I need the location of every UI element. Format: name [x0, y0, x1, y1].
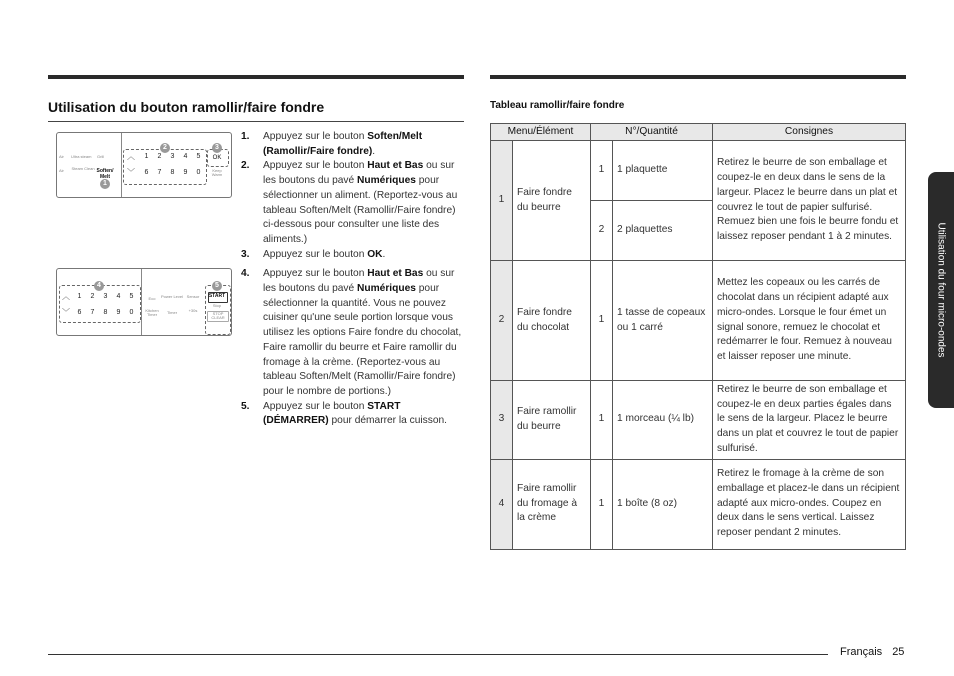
step-number: 2.	[241, 160, 250, 172]
header-menu: Menu/Élément	[491, 124, 591, 141]
qty-number: 1	[591, 381, 613, 460]
row-number: 4	[491, 459, 513, 549]
step-bold-text: START (DÉMARRER)	[263, 400, 401, 427]
digits-top-row-2	[73, 293, 138, 300]
row-instructions: Retirez le beurre de son emballage et coupez-le en deux parties égales dans le sens de la largeur. Placez le beurre dans un plat et couvrez le tout de papier sulfurisé.	[713, 381, 906, 460]
top-rule-right	[490, 75, 906, 79]
digits-bottom-row-2	[73, 309, 138, 316]
panel-label-eco: Eco	[148, 296, 156, 301]
row-instructions: Retirez le beurre de son emballage et coupez-le en deux dans le sens de la largeur. Placez le beurre dans un plat et couvrez le tout de papier sulfurisé. Remuez bien une fois le beurre fondu et laissez reposer pendant 1 à 2 minutes.	[713, 141, 906, 261]
step-text: Appuyez sur le bouton	[263, 248, 368, 260]
callout-marker-5: 5	[212, 281, 222, 291]
step-text: ou sur les boutons du pavé	[263, 268, 455, 295]
panel-divider-2	[141, 269, 142, 335]
step-bold-text: Soften/Melt (Ramollir/Faire fondre)	[263, 131, 423, 157]
qty-number: 1	[591, 261, 613, 381]
control-panel-illustration-1	[56, 132, 232, 198]
panel-label-steam-clean: Steam Clean	[71, 166, 95, 171]
panel-label-softmelt: Soften/ Melt	[96, 168, 114, 180]
panel-divider	[121, 133, 122, 197]
panel-label-air: Air	[59, 154, 64, 159]
table-row	[491, 141, 906, 201]
digits-bottom-row	[140, 169, 205, 176]
table-row	[491, 381, 906, 460]
step-bold-text: Numériques	[357, 283, 416, 295]
panel-label-grill: Grill	[97, 154, 105, 159]
step-bold-text: Haut et Bas	[367, 268, 424, 280]
step-number: 1.	[241, 131, 250, 142]
page-number: 25	[892, 646, 905, 658]
side-chapter-label: Utilisation du four micro-ondes	[935, 222, 947, 358]
digit-5: 5	[129, 293, 134, 300]
instruction-steps	[241, 130, 466, 429]
ok-label: OK	[212, 155, 222, 161]
digit-8: 8	[170, 169, 175, 176]
step-number: 4.	[241, 268, 250, 280]
up-arrow-icon-2: ︿	[62, 292, 70, 301]
qty-number: 1	[591, 459, 613, 549]
step-text: pour sélectionner un aliment. (Reportez-vous au tableau Soften/Melt (Ramollir/Faire fondre) ci-dessous pour consulter une liste des aliments.)	[263, 175, 458, 245]
panel-label-timer: Timer	[166, 310, 178, 315]
digit-3: 3	[170, 153, 175, 160]
panel-label-kitchen-timer: Kitchen Timer	[145, 308, 159, 318]
row-item: Faire fondre du chocolat	[513, 261, 591, 381]
top-rule-left	[48, 75, 464, 79]
qty-value: 1 morceau (¼ lb)	[613, 381, 713, 460]
step-bold-text: Haut et Bas	[367, 160, 424, 172]
digit-2: 2	[90, 293, 95, 300]
instruction-step	[241, 248, 466, 263]
digits-top-row	[140, 153, 205, 160]
row-number: 1	[491, 141, 513, 261]
footer-rule	[48, 654, 828, 655]
digit-1: 1	[77, 293, 82, 300]
table-title: Tableau ramollir/faire fondre	[490, 100, 625, 111]
table-row	[491, 261, 906, 381]
step-number: 5.	[241, 400, 250, 412]
footer-language: Français	[840, 646, 883, 658]
digit-1: 1	[144, 153, 149, 160]
digit-3: 3	[103, 293, 108, 300]
control-panel-illustration-2	[56, 268, 232, 336]
step-number: 3.	[241, 248, 250, 260]
step-text: Appuyez sur le bouton	[263, 160, 368, 172]
step-text: Appuyez sur le bouton	[263, 268, 368, 280]
row-number: 3	[491, 381, 513, 460]
step-text: pour sélectionner la quantité. Vous ne pouvez cuisiner qu'une seule portion lorsque vous utilisez les options Faire fondre du chocolat, Faire ramollir du beurre et Faire ramollir du fromage à la crème. (Reportez-vous au tableau Soften/Melt (Ramollir/Faire fondre) pour le nombre de portions.)	[263, 283, 462, 397]
callout-marker-4: 4	[94, 281, 104, 291]
qty-value: 1 plaquette	[613, 141, 713, 201]
digit-0: 0	[196, 169, 201, 176]
step-text: ou sur les boutons du pavé	[263, 160, 455, 187]
digit-7: 7	[90, 309, 95, 316]
instruction-step	[241, 267, 466, 399]
footer	[840, 646, 904, 658]
qty-number: 2	[591, 201, 613, 261]
digit-8: 8	[103, 309, 108, 316]
panel-label-stop: Stop	[212, 303, 222, 308]
digit-2: 2	[157, 153, 162, 160]
qty-value: 2 plaquettes	[613, 201, 713, 261]
softener-table	[490, 123, 906, 550]
table-row	[491, 459, 906, 549]
callout-marker-3: 3	[212, 143, 222, 153]
up-arrow-icon: ︿	[127, 152, 135, 161]
qty-value: 1 boîte (8 oz)	[613, 459, 713, 549]
qty-number: 1	[591, 141, 613, 201]
down-arrow-icon-2: ﹀	[62, 308, 70, 317]
panel-label-steam: Ultra steam	[71, 154, 92, 159]
step-bold-text: Numériques	[357, 175, 416, 187]
panel-label-sensor: Sensor	[186, 294, 200, 299]
step-text: Appuyez sur le bouton	[263, 131, 368, 142]
instruction-step	[241, 159, 466, 247]
step-text: Appuyez sur le bouton	[263, 400, 368, 412]
step-text: .	[382, 248, 386, 260]
instruction-step	[241, 130, 466, 159]
step-text: pour démarrer la cuisson.	[328, 415, 447, 427]
digit-7: 7	[157, 169, 162, 176]
digit-4: 4	[116, 293, 121, 300]
down-arrow-icon: ﹀	[127, 168, 135, 177]
row-instructions: Mettez les copeaux ou les carrés de chocolat dans un récipient adapté aux micro-ondes. Lorsque le four émet un signal sonore, remuez le chocolat et redémarrer le four. Remuez à nouveau et laisser reposer une minute.	[713, 261, 906, 381]
instruction-step	[241, 400, 466, 429]
panel-label-more: +30s	[188, 308, 198, 313]
step-bold-text: OK	[367, 248, 383, 260]
row-instructions: Retirez le fromage à la crème de son emballage et placez-le dans un récipient adapté aux micro-ondes. Coupez en deux dans le sens vertical. Laissez reposer pendant 2 minutes.	[713, 459, 906, 549]
step-text: .	[372, 145, 376, 157]
row-item: Faire fondre du beurre	[513, 141, 591, 261]
digit-4: 4	[183, 153, 188, 160]
row-number: 2	[491, 261, 513, 381]
digit-9: 9	[116, 309, 121, 316]
digit-6: 6	[77, 309, 82, 316]
header-instructions: Consignes	[713, 124, 906, 141]
stop-clear-label: STOP CLEAR	[207, 311, 229, 322]
side-chapter-tab	[928, 172, 954, 408]
panel-label-keepwarm: Keep Warm	[211, 168, 223, 178]
callout-marker-2: 2	[160, 143, 170, 153]
panel-label-air-2: Air	[59, 168, 64, 173]
digit-5: 5	[196, 153, 201, 160]
digit-6: 6	[144, 169, 149, 176]
panel-label-power: Power Level	[161, 294, 184, 299]
table-header-row	[491, 124, 906, 141]
digit-9: 9	[183, 169, 188, 176]
row-item: Faire ramollir du beurre	[513, 381, 591, 460]
header-quantity: N°/Quantité	[591, 124, 713, 141]
section-underline	[48, 121, 464, 122]
callout-marker-1: 1	[100, 179, 110, 189]
digit-0: 0	[129, 309, 134, 316]
row-item: Faire ramollir du fromage à la crème	[513, 459, 591, 549]
section-title: Utilisation du bouton ramollir/faire fondre	[48, 99, 325, 115]
start-label: START	[208, 293, 226, 299]
qty-value: 1 tasse de copeaux ou 1 carré	[613, 261, 713, 381]
